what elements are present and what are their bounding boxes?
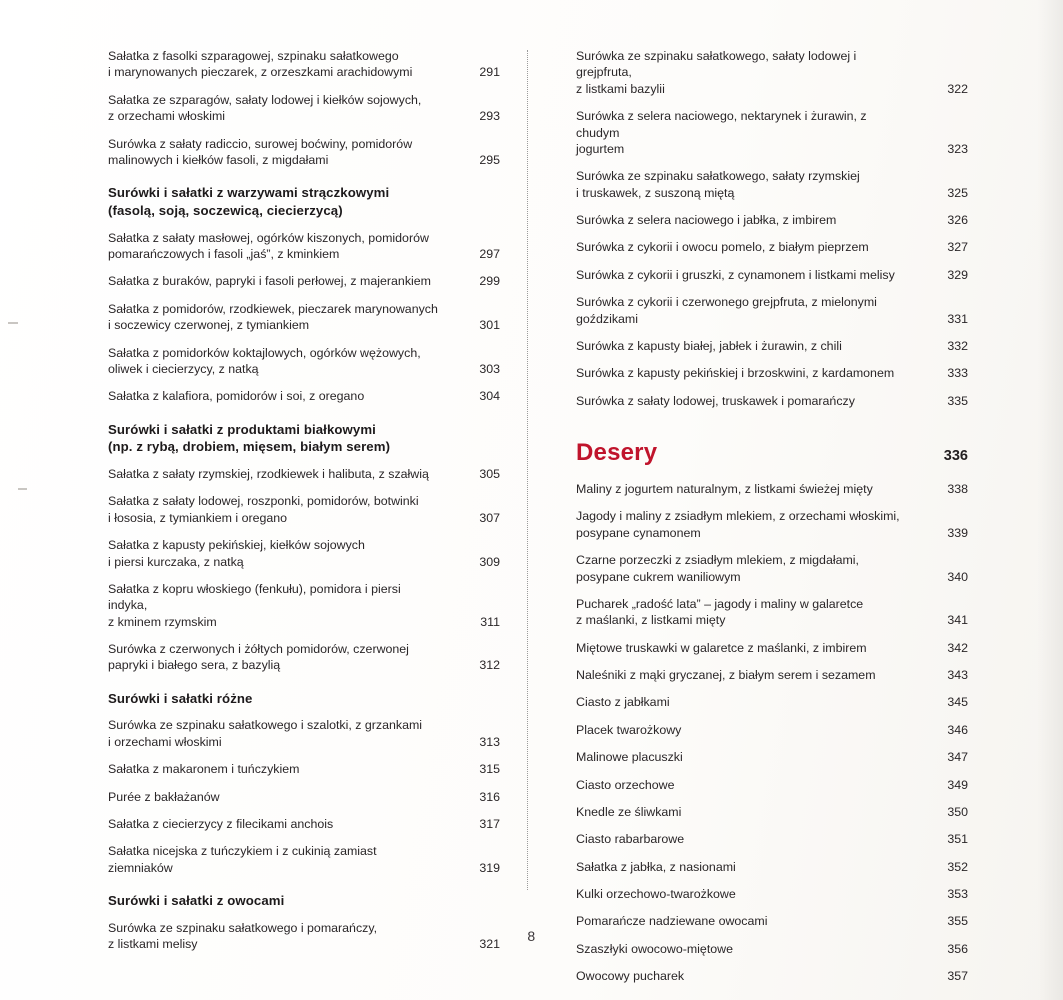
toc-entry-title: Surówka ze szpinaku sałatkowego i szalotki, z grzankami i orzechami włoskimi [108,718,423,749]
table-of-contents [108,48,976,984]
toc-entry[interactable] [576,886,968,902]
toc-entry-title: Sałatka z kalafiora, pomidorów i soi, z oregano [108,389,365,404]
toc-entry-page: 315 [479,762,500,777]
toc-entry-page: 316 [479,789,500,804]
toc-entry-title: Surówka z cykorii i gruszki, z cynamonem i listkami melisy [576,267,895,282]
toc-chapter-row[interactable] [576,439,968,467]
toc-entry-title: Naleśniki z mąki gryczanej, z białym serem i sezamem [576,668,876,682]
toc-entry-title: Szaszłyki owocowo-miętowe [576,941,734,956]
toc-entry-page: 332 [947,338,968,353]
toc-entry-title: Sałatka z pomidorków koktajlowych, ogórków wężowych, oliwek i ciecierzycy, z natką [108,345,421,376]
toc-entry-title: Surówka z sałaty lodowej, truskawek i pomarańczy [576,393,855,408]
toc-entry[interactable] [108,301,500,334]
toc-entry-page: 321 [479,937,500,952]
toc-entry-title: Surówka z kapusty pekińskiej i brzoskwini, z kardamonem [576,366,895,381]
toc-entry[interactable] [576,338,968,354]
toc-entry-page: 352 [947,859,968,874]
toc-entry-title: Malinowe placuszki [576,750,683,765]
toc-section-heading: Surówki i sałatki z produktami białkowymi (np. z rybą, drobiem, mięsem, białym serem) [108,421,391,455]
toc-entry-page: 333 [947,366,968,381]
toc-entry[interactable] [108,761,500,777]
toc-entry[interactable] [108,641,500,674]
toc-entry-title: Sałatka z jabłka, z nasionami [576,859,736,874]
toc-entry-page: 338 [947,482,968,496]
toc-entry-page: 301 [479,318,500,333]
toc-entry-title: Sałatka z kapusty pekińskiej, kiełków sojowych i piersi kurczaka, z natką [108,538,365,569]
toc-entry-page: 309 [479,554,500,569]
toc-entry[interactable] [576,804,968,820]
toc-entry-page: 325 [947,185,968,200]
toc-entry-title: Miętowe truskawki w galaretce z maślanki, z imbirem [576,640,867,655]
toc-entry-title: Czarne porzeczki z zsiadłym mlekiem, z migdałami, posypane cukrem waniliowym [576,553,859,584]
toc-entry-page: 323 [947,141,968,156]
toc-entry[interactable] [108,789,500,805]
toc-entry[interactable] [108,48,500,81]
toc-entry-page: 322 [947,81,968,96]
toc-entry[interactable] [576,48,968,97]
toc-entry[interactable] [576,722,968,738]
toc-entry[interactable] [108,843,500,876]
toc-entry-page: 339 [947,525,968,540]
toc-entry[interactable] [576,481,968,497]
toc-entry-title: Sałatka z sałaty rzymskiej, rzodkiewek i halibuta, z szałwią [108,467,429,481]
toc-entry[interactable] [576,108,968,157]
toc-entry-page: 313 [479,734,500,749]
toc-entry[interactable] [108,581,500,630]
toc-entry-title: Pucharek „radość lata” – jagody i maliny w galaretce z maślanki, z listkami mięty [576,596,864,628]
toc-entry-title: Jagody i maliny z zsiadłym mlekiem, z orzechami włoskimi, posypane cynamonem [576,509,900,540]
toc-entry-page: 356 [947,941,968,956]
toc-entry-page: 291 [479,65,500,80]
toc-entry[interactable] [576,596,968,629]
toc-entry[interactable] [108,136,500,169]
toc-entry-title: Sałatka z fasolki szparagowej, szpinaku sałatkowego i marynowanych pieczarek, z orzeszkami arachidowymi [108,49,413,80]
toc-entry-title: Kulki orzechowo-twarożkowe [576,887,736,901]
page-edge-mark-bottom [18,488,27,490]
toc-entry-title: Sałatka z pomidorów, rzodkiewek, pieczarek marynowanych i soczewicy czerwonej, z tymiankiem [108,301,438,333]
toc-entry[interactable] [576,168,968,201]
toc-entry-page: 307 [479,510,500,525]
toc-entry-title: Sałatka nicejska z tuńczykiem i z cukinią zamiast ziemniaków [108,844,377,875]
toc-entry[interactable] [108,345,500,378]
toc-entry-page: 312 [479,658,500,673]
page-number: 8 [527,928,536,944]
toc-entry[interactable] [108,92,500,125]
toc-entry-title: Sałatka z buraków, papryki i fasoli perłowej, z majerankiem [108,274,431,289]
toc-entry[interactable] [576,640,968,656]
toc-entry-page: 340 [947,569,968,584]
toc-entry[interactable] [108,466,500,482]
toc-entry-page: 297 [479,247,500,261]
toc-entry-page: 357 [947,969,968,984]
toc-section-heading: Surówki i sałatki różne [108,690,253,706]
toc-entry[interactable] [576,552,968,585]
toc-entry-page: 343 [947,668,968,682]
toc-entry[interactable] [576,968,968,984]
toc-entry-page: 304 [479,389,500,404]
toc-entry-title: Ciasto z jabłkami [576,695,670,710]
toc-entry[interactable] [576,694,968,710]
toc-entry-page: 295 [479,152,500,167]
toc-entry[interactable] [576,859,968,875]
toc-entry-title: Maliny z jogurtem naturalnym, z listkami świeżej mięty [576,482,873,496]
toc-entry-title: Pomarańcze nadziewane owocami [576,914,768,929]
toc-section-heading: Surówki i sałatki z owocami [108,893,285,909]
toc-entry-page: 346 [947,722,968,737]
toc-entry-page: 342 [947,640,968,655]
toc-entry-title: Sałatka ze szparagów, sałaty lodowej i kiełków sojowych, z orzechami włoskimi [108,92,422,124]
toc-entry-title: Surówka z selera naciowego i jabłka, z imbirem [576,213,837,227]
toc-entry-page: 319 [479,860,500,875]
toc-entry-page: 326 [947,213,968,227]
toc-entry[interactable] [576,749,968,765]
toc-entry-title: Placek twarożkowy [576,722,682,737]
toc-chapter-title: Desery [576,439,658,466]
toc-entry-title: Sałatka z sałaty lodowej, roszponki, pomidorów, botwinki i łososia, z tymiankiem i oregano [108,494,419,525]
toc-entry-page: 345 [947,695,968,710]
toc-entry-title: Owocowy pucharek [576,969,685,984]
toc-entry-page: 353 [947,887,968,901]
toc-entry[interactable] [108,388,500,404]
toc-column-left [108,48,520,952]
toc-entry-page: 351 [947,832,968,847]
toc-entry-title: Sałatka z makaronem i tuńczykiem [108,762,300,777]
toc-entry[interactable] [108,230,500,263]
toc-entry-title: Surówka ze szpinaku sałatkowego i pomarańczy, z listkami melisy [108,920,378,952]
toc-entry-page: 347 [947,750,968,765]
toc-section-heading: Surówki i sałatki z warzywami strączkowymi (fasolą, soją, soczewicą, ciecierzycą) [108,185,390,218]
toc-entry[interactable] [108,537,500,570]
toc-entry-page: 293 [479,109,500,124]
toc-entry-title: Surówka ze szpinaku sałatkowego, sałaty lodowej i grejpfruta, z listkami bazylii [576,49,857,96]
toc-entry-title: Purée z bakłażanów [108,789,220,804]
toc-entry[interactable] [576,777,968,793]
toc-entry-title: Knedle ze śliwkami [576,804,682,819]
toc-entry-page: 329 [947,267,968,282]
toc-entry-page: 349 [947,777,968,792]
toc-entry-page: 335 [947,393,968,408]
toc-entry-title: Surówka z sałaty radiccio, surowej boćwiny, pomidorów malinowych i kiełków fasoli, z migdałami [108,136,413,167]
toc-entry-page: 341 [947,613,968,628]
toc-entry[interactable] [108,717,500,750]
toc-entry[interactable] [108,816,500,832]
toc-entry-page: 350 [947,804,968,819]
toc-entry-page: 311 [480,614,500,629]
page-edge-mark-top [8,322,18,324]
toc-entry-title: Ciasto orzechowe [576,777,675,792]
toc-entry[interactable] [576,212,968,228]
toc-entry[interactable] [576,365,968,381]
toc-entry-title: Surówka z selera naciowego, nektarynek i żurawin, z chudym jogurtem [576,109,867,156]
toc-entry[interactable] [576,267,968,283]
toc-entry-page: 317 [479,816,500,831]
toc-entry[interactable] [576,393,968,409]
toc-entry-page: 331 [947,311,968,326]
toc-entry-title: Sałatka z ciecierzycy z filecikami anchois [108,816,334,831]
toc-entry-title: Surówka z kapusty białej, jabłek i żurawin, z chili [576,338,842,353]
toc-entry-page: 299 [479,274,500,289]
toc-entry-title: Surówka z cykorii i owocu pomelo, z białym pieprzem [576,240,869,255]
toc-entry[interactable] [108,493,500,526]
toc-entry[interactable] [576,831,968,847]
toc-entry-page: 327 [947,240,968,255]
toc-entry-title: Sałatka z sałaty masłowej, ogórków kiszonych, pomidorów pomarańczowych i fasoli „jaś”, z kminkiem [108,230,429,261]
toc-chapter-page: 336 [943,448,968,464]
toc-entry[interactable] [576,239,968,255]
column-divider [527,50,528,890]
toc-entry[interactable] [576,667,968,683]
toc-entry-title: Surówka z czerwonych i żółtych pomidorów, czerwonej papryki i białego sera, z bazylią [108,642,409,673]
toc-entry-title: Ciasto rabarbarowe [576,832,685,847]
toc-entry[interactable] [576,294,968,327]
toc-entry-title: Surówka z cykorii i czerwonego grejpfruta, z mielonymi goździkami [576,295,877,326]
toc-column-right [576,48,968,984]
toc-entry[interactable] [576,508,968,541]
toc-entry-page: 303 [479,361,500,376]
toc-entry[interactable] [108,273,500,289]
toc-entry-title: Surówka ze szpinaku sałatkowego, sałaty rzymskiej i truskawek, z suszoną miętą [576,169,860,200]
toc-entry-page: 355 [947,914,968,929]
toc-entry-page: 305 [479,467,500,481]
toc-entry-title: Sałatka z kopru włoskiego (fenkułu), pomidora i piersi indyka, z kminem rzymskim [108,581,401,629]
